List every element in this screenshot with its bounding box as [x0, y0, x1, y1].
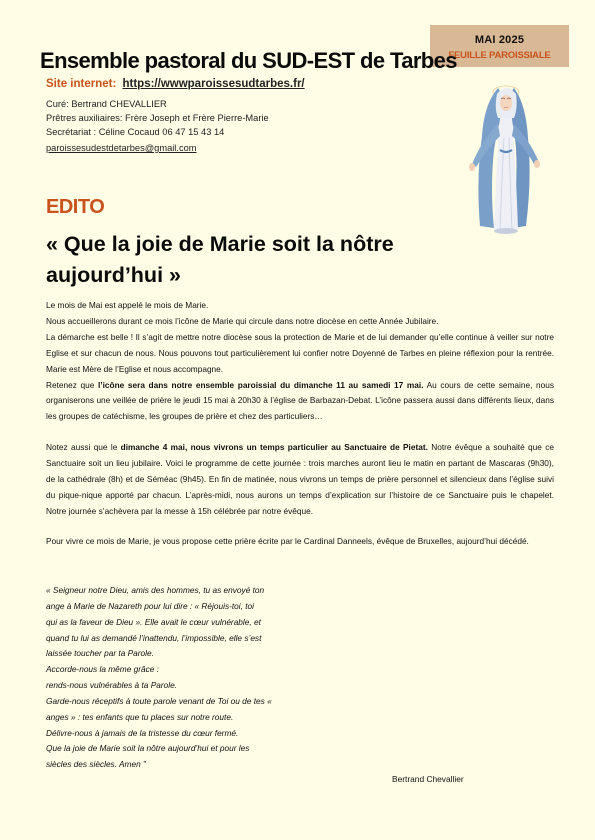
prayer-text — [46, 583, 306, 773]
paragraph-1: Le mois de Mai est appelé le mois de Marie. — [46, 300, 209, 310]
pietat-paragraph — [46, 440, 554, 520]
paragraph-6: Pour vivre ce mois de Marie, je vous propose cette prière écrite par le Cardinal Danneels, évêque de Bruxelles, aujourd’hui décédé. — [46, 536, 529, 546]
paragraph-3: La démarche est belle ! Il s’agit de mettre notre diocèse sous la protection de Marie et de lui demander qu’elle continue à veiller sur notre Eglise et sur chacun de nous. Nous pouvons tout particulièrement lui confier notre Doyenné de Tarbes en pleine réflexion pour la rentrée. Marie est Mère de l’Eglise et nous accompagne. — [46, 331, 554, 374]
virgin-mary-illustration — [460, 78, 548, 236]
prayer-line: quand tu lui as demandé l’inattendu, l’impossible, elle s’est — [46, 632, 262, 643]
website-line — [46, 78, 305, 90]
prayer-intro — [46, 534, 554, 550]
prayer-line: laissée toucher par ta Parole. — [46, 648, 154, 659]
secretariat-line: Secrétariat : Céline Cocaud 06 47 15 43 14 — [46, 127, 225, 137]
prayer-line: Délivre-nous à jamais de la tristesse du cœur fermé. — [46, 727, 239, 738]
email-link[interactable]: paroissesudestdetarbes@gmail.com — [46, 143, 197, 153]
prayer-line: siècles des siècles. Amen ” — [46, 759, 146, 770]
website-link[interactable]: https://wwwparoissesudtarbes.fr/ — [122, 78, 305, 90]
sheet-label: FEUILLE PAROISSIALE — [448, 50, 551, 61]
cure-line: Curé: Bertrand CHEVALLIER — [46, 99, 167, 109]
prayer-line: rends-nous vulnérables à ta Parole. — [46, 680, 177, 691]
prayer-line: ange à Marie de Nazareth pour lui dire : « Réjouis-toi, toi — [46, 600, 254, 611]
month-label: MAI 2025 — [474, 34, 525, 46]
edito-title: « Que la joie de Marie soit la nôtre aujourd’hui » — [46, 232, 394, 287]
prayer-line: qui as la faveur de Dieu ». Elle avait le cœur vulnérable, et — [46, 616, 261, 627]
paragraph-5: Notez aussi que le dimanche 4 mai, nous vivrons un temps particulier au Sanctuaire de Pietat. Notre évêque a souhaité que ce Sanctuaire soit un lieu jubilaire. Voici le programme de cette journée : trois marches auront lieu le matin en partant de Mascaras (9h30), de la cathédrale (8h) et de Séméac (9h45). En fin de matinée, nous vivrons un temps de prière personnel et silencieux dans l’église suivi du pique-nique apporté par chacun. L’après-midi, nous aurons un temps d’explication sur l’histoire de ce Sanctuaire puis le chapelet. Notre journée s’achèvera par la messe à 15h célébrée par notre évêque. — [46, 442, 554, 516]
edito-body — [46, 298, 554, 425]
prayer-line: Garde-nous réceptifs à toute parole venant de Toi ou de tes « — [46, 695, 272, 706]
edito-heading: EDITO — [46, 196, 105, 218]
prayer-line: Accorde-nous la même grâce : — [46, 664, 159, 675]
prayer-line: « Seigneur notre Dieu, amis des hommes, tu as envoyé ton — [46, 585, 265, 595]
paragraph-2: Nous accueillerons durant ce mois l’icône de Marie qui circule dans notre diocèse en cette Année Jubilaire. — [46, 315, 439, 326]
website-label: Site internet: — [46, 78, 117, 90]
paragraph-4: Retenez que l’icône sera dans notre ensemble paroissial du dimanche 11 au samedi 17 mai. Au cours de cette semaine, nous organiserons une veillée de prière le jeudi 15 mai à 20h30 à l’église de Barbazan-Debat. L’icône passera aussi dans différents lieux, dans les groupes de catéchisme, les groupes de prière et chez des particuliers… — [46, 379, 554, 422]
signature: Bertrand Chevallier — [392, 774, 464, 784]
prayer-line: Que la joie de Marie soit la nôtre aujourd’hui et pour les — [46, 743, 250, 754]
priests-line: Prêtres auxiliaires: Frère Joseph et Frère Pierre-Marie — [46, 113, 269, 123]
org-title: Ensemble pastoral du SUD-EST de Tarbes — [40, 48, 457, 73]
prayer-line: anges » : tes enfants que tu places sur notre route. — [46, 711, 234, 722]
